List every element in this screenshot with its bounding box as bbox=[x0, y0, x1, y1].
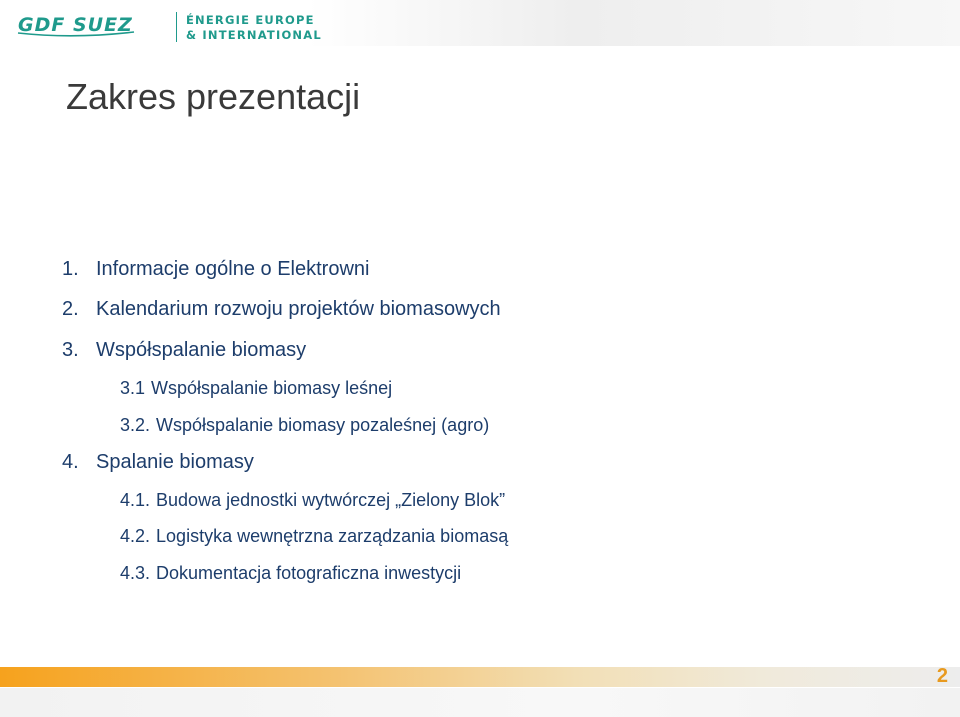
page-number: 2 bbox=[936, 665, 948, 687]
agenda-item-text: Informacje ogólne o Elektrowni bbox=[96, 258, 370, 280]
agenda-item-text: Współspalanie biomasy leśnej bbox=[151, 378, 393, 398]
agenda-item-text: Logistyka wewnętrzna zarządzania biomasą bbox=[156, 526, 509, 546]
slide-title: Zakres prezentacji bbox=[66, 76, 361, 117]
logo-subtitle bbox=[186, 13, 322, 43]
agenda-item-number: 3.2. bbox=[120, 415, 151, 435]
agenda-item-number: 4.3. bbox=[120, 563, 151, 583]
logo-subtitle-line1: ÉNERGIE EUROPE bbox=[186, 13, 315, 27]
agenda-item-text: Dokumentacja fotograficzna inwestycji bbox=[156, 563, 462, 583]
agenda-item-text: Budowa jednostki wytwórczej „Zielony Blok” bbox=[156, 490, 506, 510]
gdf-suez-logo-mark bbox=[14, 9, 156, 39]
agenda-item-text: Spalanie biomasy bbox=[96, 451, 254, 473]
agenda-item-number: 2. bbox=[62, 298, 79, 320]
logo-wordmark: GDF SUEZ bbox=[18, 14, 133, 36]
agenda-subitem bbox=[120, 524, 508, 548]
agenda-item bbox=[62, 297, 501, 321]
agenda-item bbox=[62, 257, 369, 281]
agenda-subitem bbox=[120, 488, 505, 512]
agenda-item-number: 3.1 bbox=[120, 378, 146, 398]
agenda-item-number: 1. bbox=[62, 258, 79, 280]
footer-gradient-bar bbox=[0, 667, 960, 687]
logo-divider bbox=[176, 12, 177, 42]
agenda-item-text: Kalendarium rozwoju projektów biomasowych bbox=[96, 298, 501, 320]
agenda-subitem bbox=[120, 413, 489, 437]
agenda-item-number: 4.1. bbox=[120, 490, 151, 510]
footer-band bbox=[0, 688, 960, 717]
agenda-item-number: 3. bbox=[62, 339, 79, 361]
agenda-item bbox=[62, 450, 254, 474]
agenda-item-number: 4. bbox=[62, 451, 79, 473]
logo-subtitle-line2: & INTERNATIONAL bbox=[186, 28, 322, 42]
agenda-subitem bbox=[120, 376, 392, 400]
agenda-item-text: Współspalanie biomasy pozaleśnej (agro) bbox=[156, 415, 490, 435]
agenda-item-number: 4.2. bbox=[120, 526, 151, 546]
agenda-subitem bbox=[120, 561, 461, 585]
agenda-item-text: Współspalanie biomasy bbox=[96, 339, 307, 361]
agenda-item bbox=[62, 338, 306, 362]
gdf-suez-logo bbox=[14, 9, 156, 39]
